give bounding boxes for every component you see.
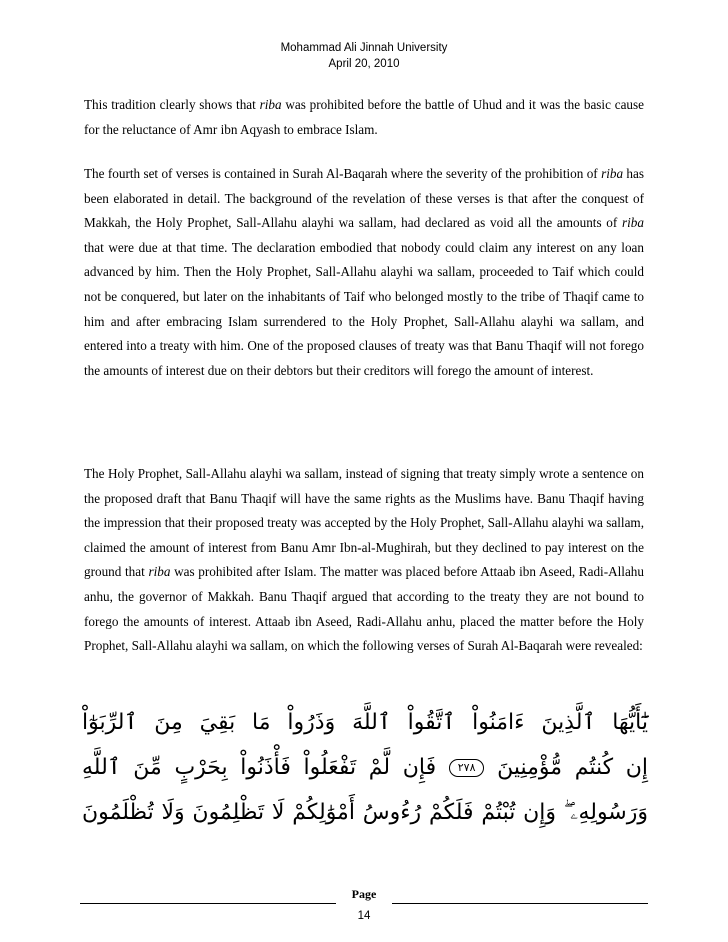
paragraph-1 <box>84 93 644 142</box>
paragraph-text: The Holy Prophet, Sall-Allahu alayhi wa sallam, instead of signing that treaty simply wrote a sentence on the proposed draft that Banu Thaqif will have the same rights as the Muslims have. Banu Thaqif having the impression that their proposed treaty was accepted by the Holy Prophet, Sall-Allahu alayhi wa sallam, claimed the amount of interest from Banu Amr Ibn-al-Mughirah, but they declined to pay interest on the ground that riba was prohibited after Islam. The matter was placed before Attaab ibn Aseed, Radi-Allahu anhu, the governor of Makkah. Banu Thaqif argued that according to the treaty they are not bound to forego the amounts of interest. Attaab ibn Aseed, Radi-Allahu anhu, placed the matter before the Holy Prophet, Sall-Allahu alayhi wa sallam, on which the following verses of Surah Al-Baqarah were revealed: <box>84 466 644 654</box>
ayah-number-marker: ٢٧٨ <box>449 759 485 777</box>
verse-line-2 <box>82 745 648 790</box>
paragraph-3 <box>84 462 644 659</box>
paragraph-text: The fourth set of verses is contained in Surah Al-Baqarah where the severity of the prohibition of riba has been elaborated in detail. The background of the revelation of these verses is that after the conquest of Makkah, the Holy Prophet, Sall-Allahu alayhi wa sallam, had declared as void all the amounts of riba that were due at that time. The declaration embodied that nobody could claim any interest on any loan advanced by him. Then the Holy Prophet, Sall-Allahu alayhi wa sallam, proceeded to Taif which could not be conquered, but later on the inhabitants of Taif who belonged mostly to the tribe of Thaqif came to him and after embracing Islam surrendered to the Holy Prophet, Sall-Allahu alayhi wa sallam, and entered into a treaty with him. One of the proposed clauses of treaty was that Banu Thaqif will not forego the amounts of interest due on their debtors but their creditors will forego the amount of interest. <box>84 166 644 378</box>
paragraph-text: This tradition clearly shows that riba was prohibited before the battle of Uhud and it was the basic cause for the reluctance of Amr ibn Aqyash to embrace Islam. <box>84 97 644 137</box>
page-number: 14 <box>357 910 371 922</box>
verse-segment: إِن كُنتُم مُّؤْمِنِينَ <box>497 755 648 780</box>
italic-term: riba <box>148 564 171 580</box>
verse-segment: فَإِن لَّمْ تَفْعَلُواْ فَأْذَنُواْ بِحَرْبٍ مِّنَ ٱللَّهِ <box>82 755 437 780</box>
university-name: Mohammad Ali Jinnah University <box>280 42 448 54</box>
italic-term: riba <box>259 97 282 112</box>
page-header <box>0 40 728 72</box>
footer-divider-right <box>392 903 648 904</box>
verse-line-3: وَرَسُولِهِۦ ۖ وَإِن تُبْتُمْ فَلَكُمْ رُءُوسُ أَمْوَٰلِكُمْ لَا تَظْلِمُونَ وَلَا تُظْلَمُونَ <box>82 800 648 825</box>
verse-line-1: يَٰٓأَيُّهَا ٱلَّذِينَ ءَامَنُواْ ٱتَّقُواْ ٱللَّهَ وَذَرُواْ مَا بَقِيَ مِنَ ٱلرِّبَوٰٓاْ <box>82 710 648 735</box>
footer-divider-left <box>80 903 336 904</box>
italic-term: riba <box>601 166 624 181</box>
page-label: Page <box>351 887 377 901</box>
header-date: April 20, 2010 <box>328 58 400 70</box>
italic-term: riba <box>622 215 644 231</box>
paragraph-2 <box>84 162 644 383</box>
quran-verses <box>82 700 648 835</box>
